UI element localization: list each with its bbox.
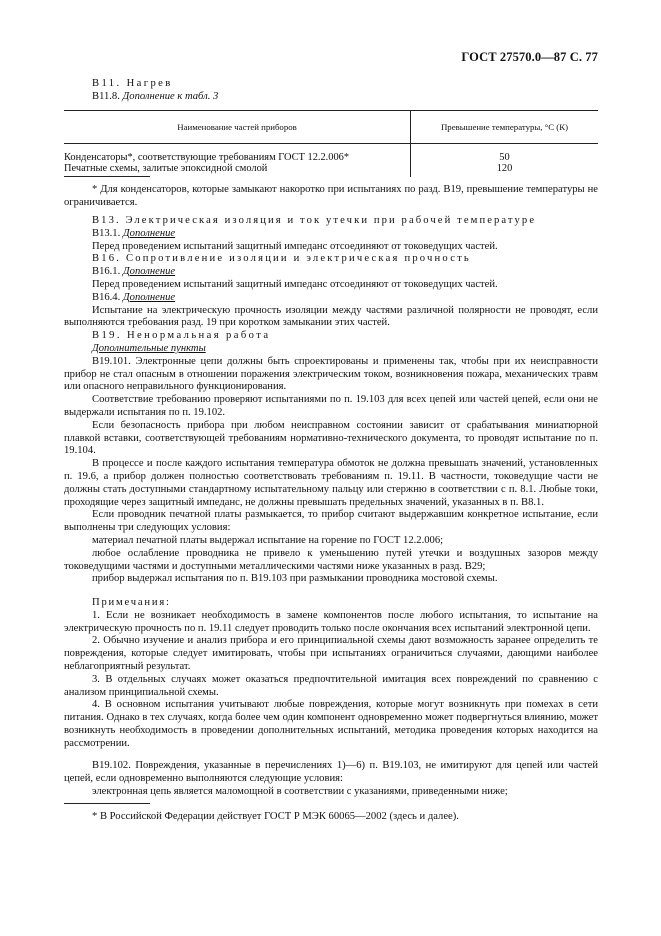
- paragraph: Соответствие требованию проверяют испытаниями по п. 19.103 для всех цепей или частей цепей, если они не выдержали испытания по п. 19.102.: [64, 394, 598, 418]
- impedance-paragraph: Перед проведением испытаний защитный импеданс отсоединяют от токоведущих частей.: [92, 278, 498, 290]
- footnote-2: [64, 811, 598, 824]
- subsection-label: Дополнение: [122, 291, 176, 303]
- section-b19-102: [64, 760, 598, 798]
- table-header-row: [64, 111, 598, 144]
- note-item: 1. Если не возникает необходимость в замене компонентов после любого испытания, то испытание на электрическую прочность по п. 19.11 следует проводить только после окончания всех испытаний электронной цепи.: [64, 609, 598, 634]
- section-b11: [64, 78, 598, 104]
- section-b19-subtitle: Дополнительные пункты: [92, 342, 206, 354]
- note-item: 4. В основном испытания учитывают любые повреждения, которые могут возникнуть при помехах в сети питания. Однако в тех случаях, когда более чем один компонент одновременно может подвергнуться влиянию, может возникнуть необходимость в проведении дополнительных испытаний, методика проведения которых находится на рассмотрении.: [64, 699, 598, 749]
- temperature-table: [64, 110, 598, 177]
- impedance-paragraph: Перед проведением испытаний защитный импеданс отсоединяют от токоведущих частей.: [92, 240, 498, 252]
- table-row: [64, 163, 598, 177]
- footnote-1-text: * Для конденсаторов, которые замыкают накоротко при испытаниях по разд. В19, превышение температуры не ограничивается.: [64, 184, 598, 208]
- paragraph-b19-102: В19.102. Повреждения, указанные в перечислениях 1)—6) п. В19.103, не имитируют для цепей или частей цепей, если одновременно выполняются следующие условия:: [64, 760, 598, 784]
- paragraph-b19-101: В19.101. Электронные цепи должны быть спроектированы и применены так, чтобы при их неисправности прибор не стал опасным в отношении поражения электрическим током, возникновения пожара, механических травм или опасного неправильного функционирования.: [64, 355, 598, 393]
- section-b11-title: В11. Нагрев: [92, 78, 173, 89]
- condition-item: электронная цепь является маломощной в соответствии с указаниями, приведенными ниже;: [92, 785, 508, 797]
- footnote-separator-1: [64, 176, 598, 177]
- footnote-2-text: * В Российской Федерации действует ГОСТ Р МЭК 60065—2002 (здесь и далее).: [92, 811, 459, 822]
- table-header-temperature: Превышение температуры, °С (К): [411, 111, 599, 144]
- note-item: 2. Обычно изучение и анализ прибора и его принципиальной схемы дают возможность заранее определить те повреждения, которые следует имитировать, чтобы при испытаниях ограничиться случаями, дающими наиболее неблагоприятный результат.: [64, 635, 598, 672]
- subsection-b16-1: [64, 266, 598, 279]
- footnote-1: [64, 184, 598, 210]
- condition-item: прибор выдержал испытания по п. В19.103 при размыкании проводника мостовой схемы.: [92, 573, 498, 585]
- section-b13-title: В13. Электрическая изоляция и ток утечки при рабочей температуре: [92, 215, 537, 226]
- subsection-b16-4: [64, 292, 598, 305]
- table-cell-name: Конденсаторы*, соответствующие требованиям ГОСТ 12.2.006*: [64, 152, 411, 164]
- table-header-parts: Наименование частей приборов: [64, 111, 411, 144]
- table-cell-value: 50: [499, 151, 510, 163]
- condition-item: любое ослабление проводника не привело к уменьшению путей утечки и воздушных зазоров между токоведущими частями и доступными металлическими частями ниже указанных в разд. В29;: [64, 547, 598, 572]
- subsection-number: В11.8.: [92, 90, 120, 102]
- table-cell-name: Печатные схемы, залитые эпоксидной смолой: [64, 163, 411, 177]
- subsection-label: Дополнение: [122, 266, 176, 278]
- notes-title: Примечания:: [92, 597, 171, 608]
- page-header: ГОСТ 27570.0—87 С. 77: [461, 50, 598, 64]
- subsection-b11-8: [64, 91, 598, 104]
- section-b16-title: В16. Сопротивление изоляции и электрическая прочность: [92, 253, 471, 265]
- notes-block: [64, 597, 598, 751]
- subsection-b13-1: [64, 228, 598, 241]
- table-row: [64, 152, 598, 164]
- b16-4-paragraph: Испытание на электрическую прочность изоляции между частями различной полярности не проводят, если выполняются требования разд. 19 при коротком замыкании этих частей.: [64, 304, 598, 329]
- paragraph: Если безопасность прибора при любом неисправном состоянии зависит от срабатывания миниатюрной плавкой вставки, соответствующей требованиям нормативно-технического документа, то проводят испытание по п. 19.104.: [64, 419, 598, 457]
- subsection-number: В13.1.: [92, 227, 121, 239]
- subsection-number: В16.1.: [92, 266, 121, 278]
- paragraph: Если проводник печатной платы размыкается, то прибор считают выдержавшим конкретное испытание, если выполнены три следующих условия:: [64, 509, 598, 534]
- condition-item: материал печатной платы выдержал испытание на горение по ГОСТ 12.2.006;: [92, 534, 444, 546]
- section-b13-b19: [64, 215, 598, 586]
- footnote-separator-2: [64, 803, 598, 804]
- subsection-label: Дополнение: [122, 227, 176, 239]
- section-b19-title: В19. Ненормальная работа: [92, 330, 271, 342]
- table-cell-value: 120: [496, 163, 513, 174]
- note-item: 3. В отдельных случаях может оказаться предпочтительной имитация всех повреждений по сравнению с анализом принципиальной схемы.: [64, 673, 598, 698]
- subsection-number: В16.4.: [92, 291, 121, 303]
- subsection-label: Дополнение к табл. 3: [122, 90, 219, 102]
- paragraph: В процессе и после каждого испытания температура обмоток не должна превышать значений, установленных п. 19.6, а прибор должен полностью соответствовать требованиям п. 19.11. В частности, токоведущие части не должны стать доступными стандартному испытательному пальцу или стержню в соответствии с п. 8.1. Любые токи, проходящие через защитный импеданс, не должны превышать предельных значений, указанных в п. В8.1.: [64, 458, 598, 508]
